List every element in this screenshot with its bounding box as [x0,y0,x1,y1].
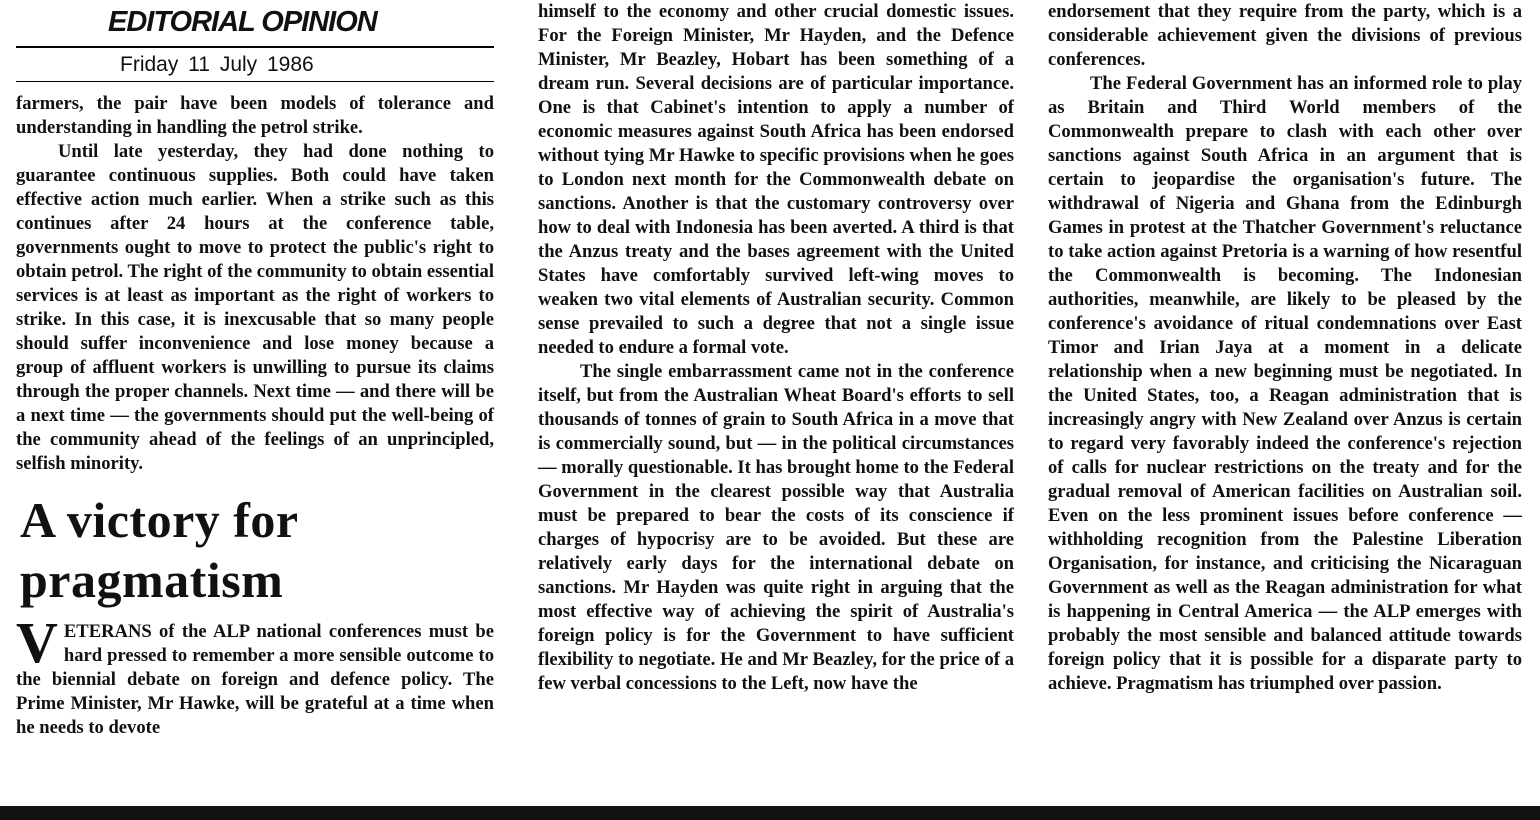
bottom-rule [0,806,1540,820]
paragraph-lead-text: ETERANS of the ALP national conferences must be hard pressed to remember a more sensible outcome to the biennial debate on foreign and defence policy. The Prime Minister, Mr Hawke, will be grateful at a time when he needs to devote [16,621,494,738]
paragraph-endorsement: endorsement that they require from the party, which is a considerable achievement given the divisions of previous conferences. [1048,1,1522,70]
paragraph-federal-role: The Federal Government has an informed role to play as Britain and Third World members of the Commonwealth prepare to clash with each other over sanctions against South Africa in an argument that is certain to jeopardise the organisation's future. The withdrawal of Nigeria and Ghana from the Edinburgh Games in protest at the Thatcher Government's reluctance to take action against Pretoria is a warning of how resentful the Commonwealth is becoming. The Indonesian authorities, meanwhile, are likely to be pleased by the conference's avoidance of ritual condemnations over East Timor and Irian Jaya at a moment in a delicate relationship when a new beginning must be negotiated. In the United States, too, a Reagan administration that is increasingly angry with New Zealand over Anzus is certain to regard very favorably indeed the conference's rejection of calls for nuclear restrictions on the treaty and for the gradual removal of American facilities on Australian soil. Even on the less prominent issues before conference — withholding recognition from the Palestine Liberation Organisation, for instance, and criticising the Nicaraguan Government as well as the Reagan administration for what is happening in Central America — the ALP emerges with probably the most sensible and balanced attitude towards foreign policy that it is possible for a disparate party to achieve. Pragmatism has triumphed over passion. [1048,73,1522,694]
dateline: Friday 11 July 1986 [16,48,494,82]
paragraph-embarrassment: The single embarrassment came not in the conference itself, but from the Australian Wheat Board's efforts to sell thousands of tonnes of grain to South Africa in a move that is commercially sound, but — in the political circumstances — morally questionable. It has brought home to the Federal Government in the clearest possible way that Australia must be prepared to bear the costs of its conscience if charges of hypocrisy are to be avoided. But these are relatively early days for the international debate on sanctions. Mr Hayden was quite right in arguing that the most effective way of achieving the spirit of Australia's foreign policy is for the Government to have sufficient flexibility to negotiate. He and Mr Beazley, for the price of a few verbal concessions to the Left, now have the [538,361,1014,694]
headline: A victory for pragmatism [20,492,298,608]
masthead: EDITORIAL OPINION [16,0,494,48]
column-1 [16,0,494,740]
drop-cap: V [16,610,58,675]
column-3 [1048,0,1522,696]
column-2 [538,0,1014,696]
paragraph-petrol-strike: Until late yesterday, they had done nothing to guarantee continuous supplies. Both could have taken effective action much earlier. When a strike such as this continues after 24 hours at the conference table, governments ought to move to protect the public's right to obtain petrol. The right of the community to obtain essential services is at least as important as the right of workers to strike. In this case, it is inexcusable that so many people should suffer inconvenience and lose money because a group of affluent workers is unwilling to pursue its claims through the proper channels. Next time — and there will be a next time — the governments should put the well-being of the community ahead of the feelings of an unprincipled, selfish minority. [16,141,494,474]
paragraph-lead [16,610,494,740]
paragraph-foreign-policy: himself to the economy and other crucial domestic issues. For the Foreign Minister, Mr Hayden, and the Defence Minister, Mr Beazley, Hobart has been something of a dream run. Several decisions are of particular importance. One is that Cabinet's intention to apply a number of economic measures against South Africa has been endorsed without tying Mr Hawke to specific provisions when he goes to London next month for the Commonwealth debate on sanctions. Another is that the customary controversy over how to deal with Indonesia has been averted. A third is that the Anzus treaty and the bases agreement with the United States have comfortably survived left-wing moves to weaken two vital elements of Australian security. Common sense prevailed to such a degree that not a single issue needed to endure a formal vote. [538,1,1014,358]
paragraph-continued: farmers, the pair have been models of tolerance and understanding in handling the petrol strike. [16,93,494,138]
